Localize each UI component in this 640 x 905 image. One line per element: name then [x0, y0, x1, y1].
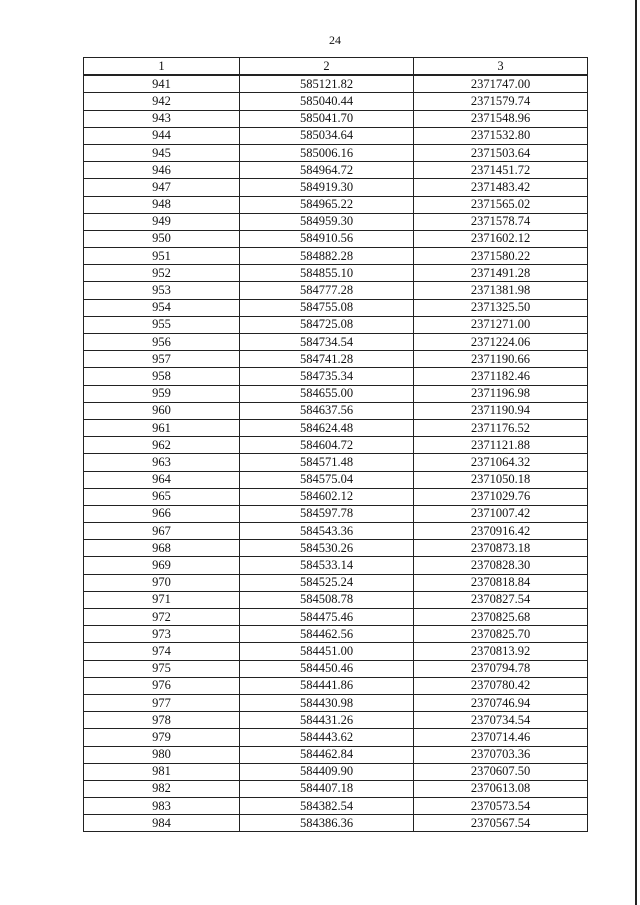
y-coordinate-cell: 2370813.92 — [414, 643, 588, 660]
y-coordinate-cell: 2370827.54 — [414, 591, 588, 608]
point-number-cell: 953 — [84, 282, 240, 299]
y-coordinate-cell: 2371578.74 — [414, 213, 588, 230]
point-number-cell: 954 — [84, 299, 240, 316]
x-coordinate-cell: 584386.36 — [240, 815, 414, 832]
x-coordinate-cell: 584734.54 — [240, 334, 414, 351]
x-coordinate-cell: 584409.90 — [240, 763, 414, 780]
table-row — [84, 763, 588, 780]
point-number-cell: 946 — [84, 162, 240, 179]
x-coordinate-cell: 584964.72 — [240, 162, 414, 179]
y-coordinate-cell: 2370828.30 — [414, 557, 588, 574]
table-row — [84, 110, 588, 127]
y-coordinate-cell: 2370714.46 — [414, 729, 588, 746]
y-coordinate-cell: 2371182.46 — [414, 368, 588, 385]
x-coordinate-cell: 584443.62 — [240, 729, 414, 746]
column-header-1: 1 — [84, 58, 240, 76]
point-number-cell: 981 — [84, 763, 240, 780]
point-number-cell: 961 — [84, 419, 240, 436]
point-number-cell: 964 — [84, 471, 240, 488]
point-number-cell: 984 — [84, 815, 240, 832]
x-coordinate-cell: 584451.00 — [240, 643, 414, 660]
point-number-cell: 982 — [84, 780, 240, 797]
table-row — [84, 488, 588, 505]
y-coordinate-cell: 2371451.72 — [414, 162, 588, 179]
x-coordinate-cell: 584530.26 — [240, 540, 414, 557]
table-row — [84, 179, 588, 196]
table-row — [84, 694, 588, 711]
page-number: 24 — [329, 33, 341, 47]
x-coordinate-cell: 584382.54 — [240, 798, 414, 815]
y-coordinate-cell: 2371176.52 — [414, 419, 588, 436]
x-coordinate-cell: 584533.14 — [240, 557, 414, 574]
point-number-cell: 963 — [84, 454, 240, 471]
x-coordinate-cell: 584597.78 — [240, 505, 414, 522]
table-row — [84, 780, 588, 797]
x-coordinate-cell: 584655.00 — [240, 385, 414, 402]
x-coordinate-cell: 584575.04 — [240, 471, 414, 488]
table-row — [84, 75, 588, 93]
x-coordinate-cell: 584475.46 — [240, 609, 414, 626]
table-body — [84, 75, 588, 832]
y-coordinate-cell: 2370818.84 — [414, 574, 588, 591]
point-number-cell: 955 — [84, 316, 240, 333]
header-row — [84, 58, 588, 76]
y-coordinate-cell: 2371271.00 — [414, 316, 588, 333]
table-row — [84, 93, 588, 110]
table-row — [84, 540, 588, 557]
x-coordinate-cell: 585034.64 — [240, 127, 414, 144]
page-edge-line — [635, 0, 637, 905]
table-row — [84, 351, 588, 368]
point-number-cell: 971 — [84, 591, 240, 608]
table-row — [84, 712, 588, 729]
table-row — [84, 402, 588, 419]
x-coordinate-cell: 584407.18 — [240, 780, 414, 797]
table-row — [84, 334, 588, 351]
y-coordinate-cell: 2371532.80 — [414, 127, 588, 144]
y-coordinate-cell: 2370825.68 — [414, 609, 588, 626]
x-coordinate-cell: 584430.98 — [240, 694, 414, 711]
table-row — [84, 248, 588, 265]
x-coordinate-cell: 584637.56 — [240, 402, 414, 419]
y-coordinate-cell: 2371029.76 — [414, 488, 588, 505]
x-coordinate-cell: 584735.34 — [240, 368, 414, 385]
x-coordinate-cell: 585006.16 — [240, 144, 414, 161]
y-coordinate-cell: 2371121.88 — [414, 437, 588, 454]
y-coordinate-cell: 2371579.74 — [414, 93, 588, 110]
y-coordinate-cell: 2371381.98 — [414, 282, 588, 299]
table-row — [84, 505, 588, 522]
table-row — [84, 385, 588, 402]
table-row — [84, 643, 588, 660]
table-row — [84, 265, 588, 282]
point-number-cell: 951 — [84, 248, 240, 265]
table-row — [84, 729, 588, 746]
table-row — [84, 419, 588, 436]
point-number-cell: 965 — [84, 488, 240, 505]
x-coordinate-cell: 584910.56 — [240, 230, 414, 247]
y-coordinate-cell: 2371565.02 — [414, 196, 588, 213]
point-number-cell: 960 — [84, 402, 240, 419]
table-row — [84, 437, 588, 454]
table-row — [84, 282, 588, 299]
point-number-cell: 950 — [84, 230, 240, 247]
point-number-cell: 973 — [84, 626, 240, 643]
point-number-cell: 942 — [84, 93, 240, 110]
y-coordinate-cell: 2371050.18 — [414, 471, 588, 488]
y-coordinate-cell: 2371602.12 — [414, 230, 588, 247]
y-coordinate-cell: 2371491.28 — [414, 265, 588, 282]
y-coordinate-cell: 2371325.50 — [414, 299, 588, 316]
point-number-cell: 949 — [84, 213, 240, 230]
y-coordinate-cell: 2370573.54 — [414, 798, 588, 815]
point-number-cell: 956 — [84, 334, 240, 351]
x-coordinate-cell: 585121.82 — [240, 75, 414, 93]
point-number-cell: 983 — [84, 798, 240, 815]
x-coordinate-cell: 584959.30 — [240, 213, 414, 230]
coordinates-table — [83, 57, 588, 832]
x-coordinate-cell: 584525.24 — [240, 574, 414, 591]
y-coordinate-cell: 2370703.36 — [414, 746, 588, 763]
point-number-cell: 974 — [84, 643, 240, 660]
x-coordinate-cell: 584571.48 — [240, 454, 414, 471]
table-row — [84, 591, 588, 608]
x-coordinate-cell: 585041.70 — [240, 110, 414, 127]
x-coordinate-cell: 584543.36 — [240, 523, 414, 540]
x-coordinate-cell: 584602.12 — [240, 488, 414, 505]
table-row — [84, 144, 588, 161]
y-coordinate-cell: 2371548.96 — [414, 110, 588, 127]
x-coordinate-cell: 584777.28 — [240, 282, 414, 299]
point-number-cell: 944 — [84, 127, 240, 144]
y-coordinate-cell: 2371483.42 — [414, 179, 588, 196]
y-coordinate-cell: 2370825.70 — [414, 626, 588, 643]
point-number-cell: 957 — [84, 351, 240, 368]
x-coordinate-cell: 584462.84 — [240, 746, 414, 763]
table-row — [84, 574, 588, 591]
x-coordinate-cell: 584624.48 — [240, 419, 414, 436]
table-row — [84, 677, 588, 694]
point-number-cell: 943 — [84, 110, 240, 127]
point-number-cell: 970 — [84, 574, 240, 591]
y-coordinate-cell: 2371747.00 — [414, 75, 588, 93]
table-row — [84, 230, 588, 247]
table-header — [84, 58, 588, 76]
point-number-cell: 952 — [84, 265, 240, 282]
table-row — [84, 213, 588, 230]
y-coordinate-cell: 2371196.98 — [414, 385, 588, 402]
x-coordinate-cell: 584604.72 — [240, 437, 414, 454]
point-number-cell: 972 — [84, 609, 240, 626]
point-number-cell: 977 — [84, 694, 240, 711]
point-number-cell: 978 — [84, 712, 240, 729]
y-coordinate-cell: 2370746.94 — [414, 694, 588, 711]
y-coordinate-cell: 2371190.66 — [414, 351, 588, 368]
x-coordinate-cell: 584725.08 — [240, 316, 414, 333]
point-number-cell: 962 — [84, 437, 240, 454]
x-coordinate-cell: 584741.28 — [240, 351, 414, 368]
y-coordinate-cell: 2370794.78 — [414, 660, 588, 677]
point-number-cell: 945 — [84, 144, 240, 161]
point-number-cell: 980 — [84, 746, 240, 763]
column-header-3: 3 — [414, 58, 588, 76]
y-coordinate-cell: 2371190.94 — [414, 402, 588, 419]
table-row — [84, 798, 588, 815]
x-coordinate-cell: 584431.26 — [240, 712, 414, 729]
x-coordinate-cell: 584855.10 — [240, 265, 414, 282]
table-row — [84, 815, 588, 832]
y-coordinate-cell: 2370916.42 — [414, 523, 588, 540]
y-coordinate-cell: 2371503.64 — [414, 144, 588, 161]
table-row — [84, 471, 588, 488]
y-coordinate-cell: 2371224.06 — [414, 334, 588, 351]
y-coordinate-cell: 2371580.22 — [414, 248, 588, 265]
x-coordinate-cell: 585040.44 — [240, 93, 414, 110]
table-row — [84, 162, 588, 179]
point-number-cell: 948 — [84, 196, 240, 213]
x-coordinate-cell: 584965.22 — [240, 196, 414, 213]
table-row — [84, 609, 588, 626]
table-row — [84, 557, 588, 574]
x-coordinate-cell: 584508.78 — [240, 591, 414, 608]
table-row — [84, 316, 588, 333]
point-number-cell: 959 — [84, 385, 240, 402]
y-coordinate-cell: 2370873.18 — [414, 540, 588, 557]
table-row — [84, 626, 588, 643]
table-row — [84, 368, 588, 385]
table-row — [84, 454, 588, 471]
x-coordinate-cell: 584462.56 — [240, 626, 414, 643]
y-coordinate-cell: 2370567.54 — [414, 815, 588, 832]
point-number-cell: 976 — [84, 677, 240, 694]
point-number-cell: 958 — [84, 368, 240, 385]
table-row — [84, 660, 588, 677]
point-number-cell: 941 — [84, 75, 240, 93]
table-row — [84, 299, 588, 316]
table-row — [84, 746, 588, 763]
point-number-cell: 967 — [84, 523, 240, 540]
x-coordinate-cell: 584882.28 — [240, 248, 414, 265]
table-row — [84, 127, 588, 144]
y-coordinate-cell: 2370780.42 — [414, 677, 588, 694]
point-number-cell: 969 — [84, 557, 240, 574]
y-coordinate-cell: 2370613.08 — [414, 780, 588, 797]
table-row — [84, 196, 588, 213]
y-coordinate-cell: 2371007.42 — [414, 505, 588, 522]
y-coordinate-cell: 2371064.32 — [414, 454, 588, 471]
table-row — [84, 523, 588, 540]
y-coordinate-cell: 2370734.54 — [414, 712, 588, 729]
point-number-cell: 968 — [84, 540, 240, 557]
x-coordinate-cell: 584755.08 — [240, 299, 414, 316]
point-number-cell: 975 — [84, 660, 240, 677]
x-coordinate-cell: 584450.46 — [240, 660, 414, 677]
y-coordinate-cell: 2370607.50 — [414, 763, 588, 780]
x-coordinate-cell: 584919.30 — [240, 179, 414, 196]
x-coordinate-cell: 584441.86 — [240, 677, 414, 694]
point-number-cell: 966 — [84, 505, 240, 522]
point-number-cell: 947 — [84, 179, 240, 196]
point-number-cell: 979 — [84, 729, 240, 746]
column-header-2: 2 — [240, 58, 414, 76]
